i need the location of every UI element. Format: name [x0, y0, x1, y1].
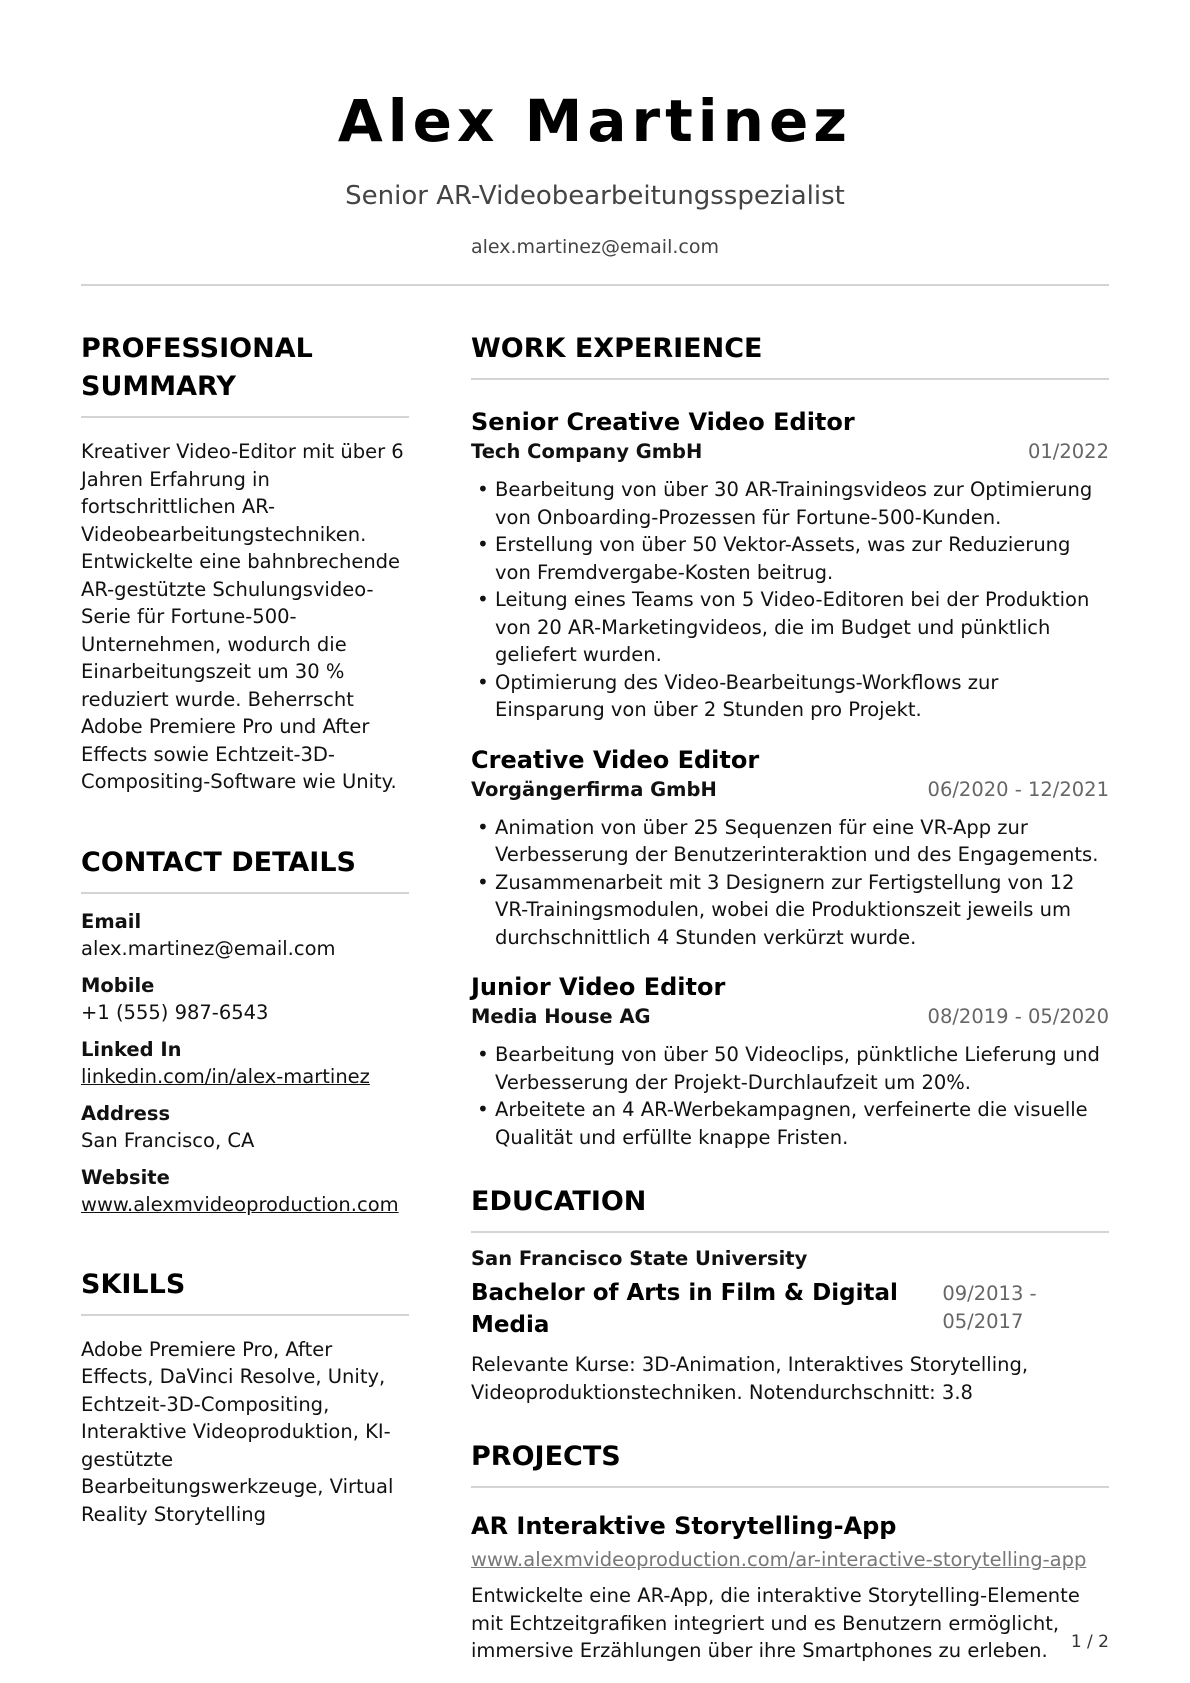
experience-section — [471, 330, 1109, 1151]
job-bullets — [471, 476, 1109, 724]
project-name: AR Interaktive Storytelling-App — [471, 1512, 897, 1540]
job-dates: 01/2022 — [1027, 440, 1109, 463]
job-entry — [471, 406, 1109, 724]
resume-header — [81, 0, 1109, 286]
contact-linkedin — [81, 1036, 409, 1090]
contact-mobile — [81, 972, 409, 1026]
skills-heading: SKILLS — [81, 1268, 186, 1300]
list-item: • Zusammenarbeit mit 3 Designern zur Fertigstellung von 12 VR-Trainingsmodulen, wobei die Produktionszeit jeweils um durchschnittlich 4 Stunden verkürzt wurde. — [471, 869, 1109, 952]
education-dates: 09/2013 - 05/2017 — [942, 1282, 1037, 1333]
education-school: San Francisco State University — [471, 1247, 808, 1270]
section-divider — [81, 892, 409, 894]
summary-heading: PROFESSIONAL SUMMARY — [81, 333, 313, 402]
education-meta — [471, 1277, 1109, 1341]
contact-section — [81, 844, 409, 1218]
job-role: Senior Creative Video Editor — [471, 408, 855, 436]
projects-heading: PROJECTS — [471, 1441, 621, 1472]
list-item: • Optimierung des Video-Bearbeitungs-Workflows zur Einsparung von über 2 Stunden pro Projekt. — [471, 669, 1109, 724]
job-company: Tech Company GmbH — [471, 440, 703, 463]
job-meta — [471, 776, 1109, 804]
job-entry — [471, 744, 1109, 952]
list-item: • Leitung eines Teams von 5 Video-Editoren bei der Produktion von 20 AR-Marketingvideos, die im Budget und pünktlich geliefert wurden. — [471, 586, 1109, 669]
section-divider — [81, 1314, 409, 1316]
right-column — [471, 330, 1109, 1665]
job-entry — [471, 971, 1109, 1151]
list-item: • Erstellung von über 50 Vektor-Assets, was zur Reduzierung von Fremdvergabe-Kosten beitrug. — [471, 531, 1109, 586]
education-description: Relevante Kurse: 3D-Animation, Interaktives Storytelling, Videoproduktionstechniken. Notendurchschnitt: 3.8 — [471, 1353, 1029, 1404]
job-role: Junior Video Editor — [471, 973, 726, 1001]
section-divider — [471, 1486, 1109, 1488]
job-dates: 08/2019 - 05/2020 — [927, 1005, 1109, 1028]
summary-section — [81, 330, 409, 796]
contact-website — [81, 1164, 409, 1218]
projects-section — [471, 1438, 1109, 1665]
list-item: • Arbeitete an 4 AR-Werbekampagnen, verfeinerte die visuelle Qualität und erfüllte knappe Fristen. — [471, 1096, 1109, 1151]
candidate-name: Alex Martinez — [337, 87, 853, 155]
contact-label: Mobile — [81, 973, 155, 997]
job-company: Media House AG — [471, 1005, 651, 1028]
education-section — [471, 1183, 1109, 1406]
education-degree: Bachelor of Arts in Film & Digital Media — [471, 1280, 898, 1338]
linkedin-link[interactable]: linkedin.com/in/alex-martinez — [81, 1064, 370, 1088]
section-divider — [471, 1231, 1109, 1233]
project-description: Entwickelte eine AR-App, die interaktive Storytelling-Elemente mit Echtzeitgrafiken integriert und es Benutzern ermöglicht, immersive Erzählungen über ihre Smartphones zu erleben. — [471, 1584, 1080, 1662]
contact-label: Email — [81, 909, 142, 933]
job-dates: 06/2020 - 12/2021 — [927, 777, 1109, 801]
section-divider — [81, 416, 409, 418]
skills-text: Adobe Premiere Pro, After Effects, DaVinci Resolve, Unity, Echtzeit-3D-Compositing, Interaktive Videoproduktion, KI-gestützte Bearbeitungswerkzeuge, Virtual Reality Storytelling — [81, 1337, 394, 1526]
contact-label: Address — [81, 1101, 171, 1125]
left-column — [81, 330, 409, 1665]
job-bullets — [471, 1041, 1109, 1151]
website-link[interactable]: www.alexmvideoproduction.com — [81, 1192, 399, 1216]
contact-label: Linked In — [81, 1037, 182, 1061]
job-role: Creative Video Editor — [471, 745, 760, 774]
list-item: • Bearbeitung von über 50 Videoclips, pünktliche Lieferung und Verbesserung der Projekt-Durchlaufzeit um 20%. — [471, 1041, 1109, 1096]
page-number: 1 / 2 — [1070, 1632, 1109, 1652]
contact-address-value: San Francisco, CA — [81, 1128, 255, 1152]
list-item: • Animation von über 25 Sequenzen für eine VR-App zur Verbesserung der Benutzerinteraktion und des Engagements. — [471, 814, 1109, 869]
candidate-job-title: Senior AR-Videobearbeitungsspezialist — [345, 181, 845, 211]
contact-heading: CONTACT DETAILS — [81, 846, 356, 878]
experience-heading: WORK EXPERIENCE — [471, 333, 763, 364]
header-divider — [81, 284, 1109, 286]
list-item: • Bearbeitung von über 30 AR-Trainingsvideos zur Optimierung von Onboarding-Prozessen für Fortune-500-Kunden. — [471, 476, 1109, 531]
job-meta — [471, 1003, 1109, 1031]
contact-email-value: alex.martinez@email.com — [81, 936, 336, 960]
summary-text: Kreativer Video-Editor mit über 6 Jahren Erfahrung in fortschrittlichen AR-Videobearbeitungstechniken. Entwickelte eine bahnbrechende AR-gestützte Schulungsvideo-Serie für Fortune-500-Unternehmen, wodurch die Einarbeitungszeit um 30 % reduziert wurde. Beherrscht Adobe Premiere Pro und After Effects sowie Echtzeit-3D-Compositing-Software wie Unity. — [81, 440, 404, 793]
education-heading: EDUCATION — [471, 1186, 647, 1217]
header-email: alex.martinez@email.com — [471, 236, 719, 258]
contact-label: Website — [81, 1165, 170, 1189]
contact-list — [81, 908, 409, 1218]
section-divider — [471, 378, 1109, 380]
resume-columns — [81, 330, 1109, 1665]
job-bullets — [471, 814, 1109, 952]
skills-section — [81, 1266, 409, 1529]
contact-address — [81, 1100, 409, 1154]
job-company: Vorgängerfirma GmbH — [471, 777, 717, 801]
project-url-link[interactable]: www.alexmvideoproduction.com/ar-interactive-storytelling-app — [471, 1548, 1087, 1571]
contact-mobile-value: +1 (555) 987-6543 — [81, 1000, 269, 1024]
job-meta — [471, 438, 1109, 466]
contact-email — [81, 908, 409, 962]
